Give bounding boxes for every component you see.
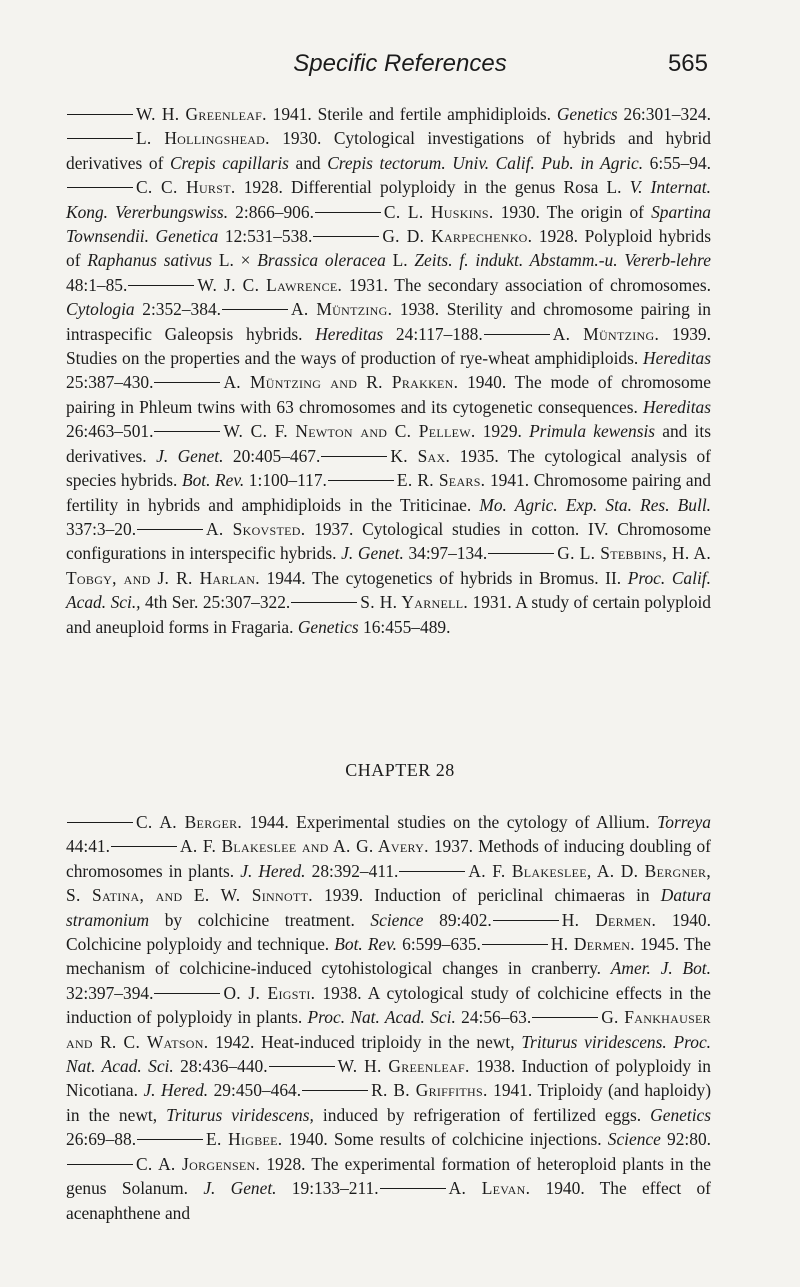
reference-authors: H. Dermen. bbox=[550, 934, 635, 955]
page-number: 565 bbox=[667, 50, 708, 77]
reference-entry bbox=[66, 104, 711, 124]
reference-year: 1941. bbox=[493, 1080, 533, 1101]
reference-authors: A. Skovsted. bbox=[206, 518, 306, 539]
reference-text: 28:392–411. bbox=[305, 860, 399, 881]
reference-italic-text: J. Hered. bbox=[143, 1080, 209, 1101]
reference-italic-text: Raphanus sativus bbox=[87, 250, 212, 271]
reference-year: 1937. bbox=[433, 836, 473, 857]
reference-authors: L. Hollingshead. bbox=[136, 128, 270, 149]
reference-list-chapter-27-continued bbox=[66, 102, 711, 639]
reference-year: 1931. bbox=[472, 592, 512, 613]
ditto-dash bbox=[154, 993, 220, 994]
reference-text: The cytogenetics of hybrids in Bromus. II. bbox=[311, 567, 628, 588]
reference-text: Cytological studies in cotton. IV. Chromosome configurations in interspecific hybrids. bbox=[66, 518, 711, 564]
reference-entry bbox=[136, 1129, 711, 1149]
ditto-dash bbox=[380, 1188, 446, 1189]
reference-text: 2:866–906. bbox=[228, 201, 314, 222]
reference-text: The mechanism of colchicine-induced cytohistological changes in cranberry. bbox=[66, 934, 712, 979]
reference-year: 1935. bbox=[459, 445, 499, 466]
reference-italic-text: Spartina Townsendii. Genetica bbox=[66, 201, 712, 247]
reference-italic-text: V. Internat. Kong. Vererbungswiss. bbox=[66, 177, 711, 222]
ditto-dash bbox=[67, 187, 133, 188]
ditto-dash bbox=[302, 1090, 368, 1091]
reference-text: 25:387–430. bbox=[66, 372, 154, 393]
reference-text: Studies on the properties and the ways of production of rye-wheat amphidiploids. bbox=[66, 348, 644, 369]
reference-text: Triploidy (and haploidy) in the newt, bbox=[66, 1080, 712, 1125]
reference-text: L. × bbox=[212, 250, 258, 271]
reference-text: Differential polyploidy in the genus Rosa L. bbox=[291, 177, 630, 198]
reference-text: and its derivatives. bbox=[66, 421, 711, 466]
ditto-dash bbox=[315, 212, 381, 213]
reference-italic-text: Proc. Nat. Acad. Sci. bbox=[307, 1007, 456, 1028]
reference-text: 2:352–384. bbox=[134, 299, 221, 320]
ditto-dash bbox=[399, 871, 465, 872]
running-head bbox=[0, 44, 800, 84]
ditto-dash bbox=[67, 114, 133, 115]
reference-authors: A. Müntzing. bbox=[290, 299, 393, 320]
reference-italic-text: Triturus viridescens, bbox=[166, 1104, 314, 1125]
reference-year: 1930. bbox=[500, 201, 540, 222]
ditto-dash bbox=[222, 309, 288, 310]
reference-authors: H. Dermen. bbox=[561, 909, 657, 930]
reference-text: A cytological study of colchicine effects in the induction of polyploidy in plants. bbox=[66, 982, 711, 1028]
running-head-title: Specific References bbox=[293, 50, 507, 77]
reference-italic-text: Hereditas bbox=[643, 348, 711, 369]
reference-list-chapter-28 bbox=[66, 810, 711, 1225]
ditto-dash bbox=[67, 822, 133, 823]
reference-year: 1939. bbox=[324, 885, 364, 906]
reference-authors: C. A. Berger. bbox=[136, 812, 243, 832]
reference-text: Sterile and fertile amphidiploids. bbox=[317, 104, 557, 124]
reference-text: 1:100–117. bbox=[244, 470, 327, 491]
reference-text: The mode of chromosome pairing in Phleum twins with 63 chromosomes and its cytogenetic consequences. bbox=[66, 372, 711, 417]
ditto-dash bbox=[493, 920, 559, 921]
ditto-dash bbox=[137, 529, 203, 530]
reference-italic-text: J. Genet. bbox=[341, 543, 404, 564]
ditto-dash bbox=[328, 480, 394, 481]
reference-authors: W. J. C. Lawrence. bbox=[197, 274, 343, 295]
reference-authors: A. Levan. bbox=[448, 1178, 531, 1199]
reference-year: 1929. bbox=[482, 421, 522, 442]
reference-italic-text: Mo. Agric. Exp. Sta. Res. Bull. bbox=[479, 494, 712, 515]
reference-text: Sterility and chromosome pairing in intraspecific Galeopsis hybrids. bbox=[66, 299, 711, 344]
reference-text: 6:55–94. bbox=[643, 152, 712, 173]
ditto-dash bbox=[482, 944, 548, 945]
reference-year: 1940. bbox=[288, 1129, 328, 1150]
reference-text: 337:3–20. bbox=[66, 518, 137, 539]
reference-text: A study of certain polyploid and aneuploid forms in Fragaria. bbox=[66, 592, 711, 637]
reference-italic-text: Genetics bbox=[556, 104, 618, 124]
reference-entry bbox=[66, 128, 711, 172]
reference-text: 29:450–464. bbox=[208, 1080, 302, 1101]
reference-text: 26:463–501. bbox=[66, 421, 154, 442]
reference-text: induced by refrigeration of fertilized eggs. bbox=[313, 1104, 651, 1125]
ditto-dash bbox=[484, 334, 550, 335]
reference-text: 12:531–538. bbox=[218, 226, 313, 247]
reference-authors: A. F. Blakeslee, A. D. Bergner, S. Satina, and E. W. Sinnott. bbox=[66, 860, 712, 906]
reference-year: 1938. bbox=[322, 982, 362, 1003]
reference-italic-text: Genetics bbox=[297, 616, 359, 637]
reference-italic-text: J. Genet. bbox=[203, 1178, 277, 1199]
reference-italic-text: Hereditas bbox=[315, 323, 384, 344]
reference-authors: C. L. Huskins. bbox=[383, 201, 494, 222]
reference-year: 1940. bbox=[467, 372, 507, 393]
reference-text: 26:301–324. bbox=[617, 104, 711, 124]
reference-authors: W. H. Greenleaf. bbox=[337, 1056, 470, 1077]
reference-authors: C. A. Jorgensen. bbox=[136, 1153, 261, 1174]
reference-italic-text: Cytologia bbox=[66, 299, 135, 320]
reference-italic-text: Torreya bbox=[657, 812, 711, 832]
ditto-dash bbox=[154, 431, 220, 432]
reference-year: 1930. bbox=[282, 128, 322, 149]
reference-italic-text: Primula kewensis bbox=[529, 421, 656, 442]
reference-italic-text: Proc. Calif. Acad. Sci., bbox=[66, 567, 711, 613]
reference-text: 20:405–467. bbox=[223, 445, 321, 466]
reference-italic-text: J. Genet. bbox=[156, 445, 224, 466]
reference-italic-text: Brassica oleracea bbox=[257, 250, 386, 271]
reference-year: 1938. bbox=[399, 299, 440, 320]
reference-italic-text: Hereditas bbox=[643, 396, 711, 417]
reference-italic-text: Science bbox=[370, 909, 424, 930]
reference-year: 1937. bbox=[314, 518, 354, 539]
reference-italic-text: Crepis capillaris bbox=[169, 152, 289, 173]
reference-text: 28:436–440. bbox=[173, 1056, 268, 1077]
reference-text: L. bbox=[385, 250, 415, 271]
ditto-dash bbox=[532, 1017, 598, 1018]
reference-italic-text: Datura stramonium bbox=[66, 885, 712, 930]
reference-text: 4th Ser. 25:307–322. bbox=[140, 592, 291, 613]
reference-text: Induction of periclinal chimaeras in bbox=[374, 885, 661, 906]
ditto-dash bbox=[111, 846, 177, 847]
ditto-dash bbox=[137, 1139, 203, 1140]
ditto-dash bbox=[313, 236, 379, 237]
reference-text: and bbox=[288, 152, 328, 173]
reference-year: 1942. bbox=[215, 1031, 255, 1052]
ditto-dash bbox=[291, 602, 357, 603]
reference-authors: E. R. Sears. bbox=[396, 470, 486, 491]
reference-text: 16:455–489. bbox=[358, 616, 451, 637]
chapter-heading: CHAPTER 28 bbox=[345, 760, 455, 780]
reference-italic-text: Amer. J. Bot. bbox=[610, 958, 711, 979]
reference-authors: R. B. Griffiths. bbox=[371, 1080, 488, 1101]
reference-authors: A. Müntzing and R. Prakken. bbox=[223, 372, 459, 393]
reference-year: 1931. bbox=[348, 274, 388, 295]
reference-text: 24:56–63. bbox=[455, 1007, 532, 1028]
reference-text: Some results of colchicine injections. bbox=[333, 1129, 608, 1150]
reference-italic-text: Triturus viridescens. Proc. Nat. Acad. Sci. bbox=[66, 1031, 712, 1077]
reference-year: 1938. bbox=[476, 1056, 516, 1077]
reference-authors: W. H. Greenleaf. bbox=[136, 104, 267, 124]
reference-text: The origin of bbox=[546, 201, 652, 222]
reference-authors: S. H. Yarnell. bbox=[360, 592, 469, 613]
reference-authors: A. Müntzing. bbox=[552, 323, 660, 344]
ditto-dash bbox=[154, 382, 220, 383]
reference-authors: O. J. Eigsti. bbox=[223, 982, 316, 1003]
ditto-dash bbox=[488, 553, 554, 554]
reference-authors: C. C. Hurst. bbox=[136, 177, 236, 198]
ditto-dash bbox=[128, 285, 194, 286]
reference-authors: G. L. Stebbins, H. A. Tobgy, and J. R. Harlan. bbox=[66, 543, 711, 588]
reference-year: 1941. bbox=[489, 470, 530, 491]
reference-year: 1939. bbox=[671, 323, 711, 344]
reference-text: 26:69–88. bbox=[66, 1129, 137, 1150]
reference-text: Induction of polyploidy in Nicotiana. bbox=[66, 1056, 712, 1101]
reference-authors: G. D. Karpechenko. bbox=[382, 226, 533, 247]
reference-text: Methods of inducing doubling of chromosomes in plants. bbox=[66, 836, 711, 881]
reference-italic-text: Bot. Rev. bbox=[181, 470, 245, 491]
reference-text: Polyploid hybrids of bbox=[66, 226, 711, 271]
reference-text: Colchicine polyploidy and technique. bbox=[66, 934, 335, 955]
reference-year: 1945. bbox=[640, 934, 680, 955]
reference-year: 1940. bbox=[545, 1178, 585, 1199]
reference-text: 24:117–188. bbox=[383, 323, 483, 344]
reference-year: 1928. bbox=[266, 1153, 306, 1174]
reference-text: 34:97–134. bbox=[403, 543, 488, 564]
reference-italic-text: Genetics bbox=[650, 1104, 712, 1125]
ditto-dash bbox=[67, 1164, 133, 1165]
reference-year: 1944. bbox=[249, 812, 289, 832]
reference-text: 32:397–394. bbox=[66, 982, 154, 1003]
reference-year: 1941. bbox=[272, 104, 312, 124]
reference-text: The experimental formation of heteroploid plants in the genus Solanum. bbox=[66, 1153, 711, 1199]
reference-authors: K. Sax. bbox=[390, 445, 451, 466]
reference-text: 92:80. bbox=[660, 1129, 711, 1150]
reference-year: 1928. bbox=[538, 226, 578, 247]
reference-text: Chromosome pairing and fertility in hybrids and amphidiploids in the Triticinae. bbox=[66, 470, 711, 515]
reference-authors: W. C. F. Newton and C. Pellew. bbox=[223, 421, 476, 442]
reference-italic-text: Crepis tectorum. Univ. Calif. Pub. in Agric. bbox=[327, 152, 644, 173]
ditto-dash bbox=[269, 1066, 335, 1067]
reference-italic-text: Zeits. f. indukt. Abstamm.-u. Vererb-lehre bbox=[414, 250, 711, 271]
reference-year: 1940. bbox=[671, 909, 711, 930]
reference-text: Cytological investigations of hybrids and hybrid derivatives of bbox=[66, 128, 711, 173]
reference-text: by colchicine treatment. bbox=[149, 909, 371, 930]
reference-year: 1928. bbox=[243, 177, 283, 198]
reference-italic-text: Science bbox=[607, 1129, 661, 1150]
reference-text: Heat-induced triploidy in the newt, bbox=[261, 1031, 522, 1052]
reference-text: The cytological analysis of species hybrids. bbox=[66, 445, 711, 491]
reference-text: The effect of acenaphthene and bbox=[66, 1178, 711, 1223]
reference-text: The secondary association of chromosomes. bbox=[394, 274, 711, 295]
reference-italic-text: Bot. Rev. bbox=[334, 934, 398, 955]
reference-text: Experimental studies on the cytology of Allium. bbox=[296, 812, 658, 832]
reference-text: 6:599–635. bbox=[397, 934, 481, 955]
reference-year: 1944. bbox=[266, 567, 306, 588]
reference-authors: A. F. Blakeslee and A. G. Avery. bbox=[179, 836, 429, 857]
reference-text: 44:41. bbox=[66, 836, 110, 857]
ditto-dash bbox=[67, 138, 133, 139]
ditto-dash bbox=[321, 456, 387, 457]
reference-authors: E. Higbee. bbox=[206, 1129, 283, 1150]
reference-authors: G. Fankhauser and R. C. Watson. bbox=[66, 1007, 711, 1052]
reference-text: 89:402. bbox=[423, 909, 492, 930]
reference-text: 48:1–85. bbox=[66, 274, 128, 295]
reference-text: 19:133–211. bbox=[276, 1178, 379, 1199]
reference-italic-text: J. Hered. bbox=[240, 860, 306, 881]
